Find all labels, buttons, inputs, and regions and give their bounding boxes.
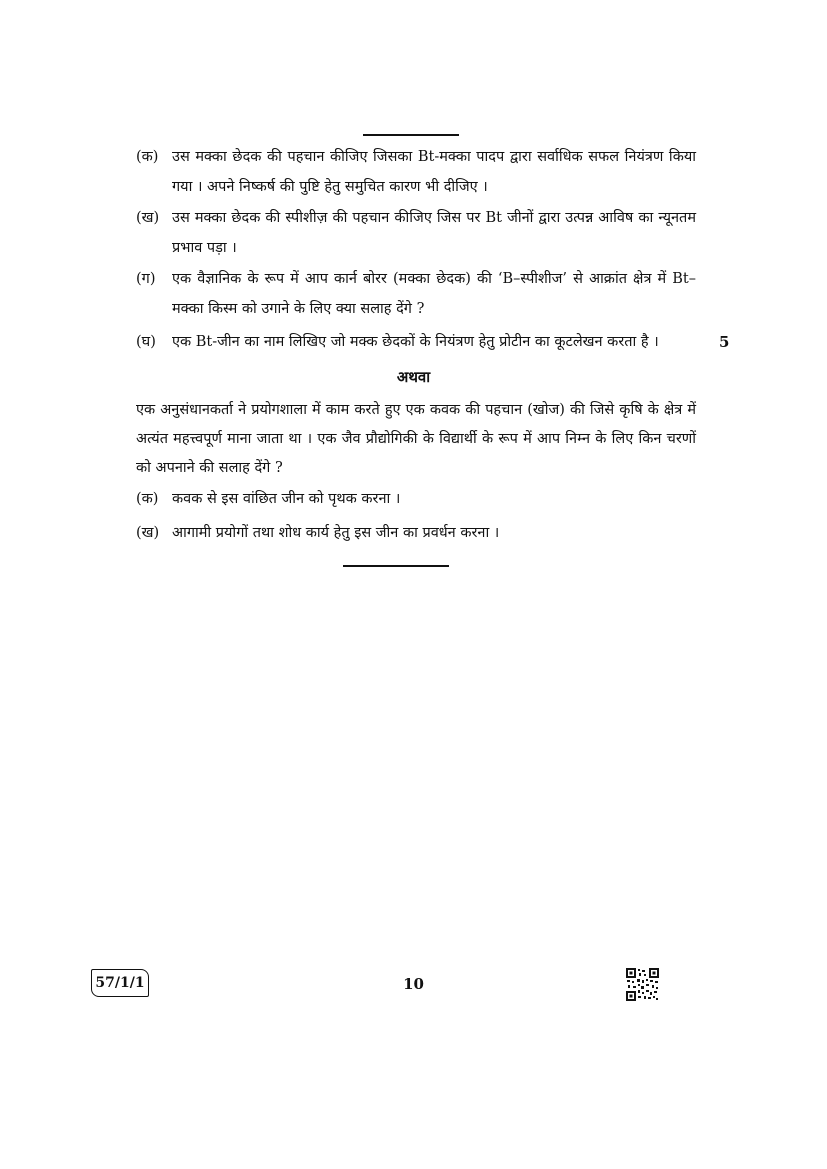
bottom-divider [343, 565, 449, 567]
question-label: (घ) [136, 334, 156, 350]
question-kha [136, 203, 696, 263]
page-number: 10 [403, 975, 424, 993]
question-gha [136, 327, 696, 357]
question-text: उस मक्का छेदक की स्पीशीज़ की पहचान कीजिए जिस पर Bt जीनों द्वारा उत्पन्न आविष का न्यूनतम प्रभाव पड़ा । [172, 210, 696, 256]
alt-item-kha [136, 518, 696, 548]
question-ka [136, 142, 696, 202]
qr-code-icon [626, 968, 659, 1001]
question-text: एक Bt-जीन का नाम लिखिए जो मक्क छेदकों के नियंत्रण हेतु प्रोटीन का कूटलेखन करता है । [172, 334, 659, 350]
paper-code: 57/1/1 [95, 975, 145, 991]
question-ga [136, 264, 696, 324]
alt-item-ka [136, 484, 696, 514]
question-text: एक वैज्ञानिक के रूप में आप कार्न बोरर (मक्का छेदक) की ‘B–स्पीशीज’ से आक्रांत क्षेत्र में Bt–मक्का किस्म को उगाने के लिए क्या सलाह देंगे ? [172, 271, 696, 317]
item-text: कवक से इस वांछित जीन को पृथक करना । [172, 491, 401, 507]
item-label: (ख) [136, 525, 160, 541]
question-text: उस मक्का छेदक की पहचान कीजिए जिसका Bt-मक्का पादप द्वारा सर्वाधिक सफल नियंत्रण किया गया । अपने निष्कर्ष की पुष्टि हेतु समुचित कारण भी दीजिए । [172, 149, 696, 195]
top-divider [363, 134, 459, 136]
item-text: आगामी प्रयोगों तथा शोध कार्य हेतु इस जीन का प्रवर्धन करना । [172, 525, 500, 541]
item-label: (क) [136, 491, 159, 507]
question-label: (ग) [136, 271, 156, 287]
or-heading: अथवा [396, 368, 431, 386]
alternative-question-paragraph: एक अनुसंधानकर्ता ने प्रयोगशाला में काम करते हुए एक कवक की पहचान (खोज) की जिसे कृषि के क्षेत्र में अत्यंत महत्त्वपूर्ण माना जाता था । एक जैव प्रौद्योगिकी के विद्यार्थी के रूप में आप निम्न के लिए किन चरणों को अपनाने की सलाह देंगे ? [136, 402, 696, 476]
question-label: (ख) [136, 210, 160, 226]
marks-value: 5 [719, 333, 730, 351]
question-label: (क) [136, 149, 159, 165]
